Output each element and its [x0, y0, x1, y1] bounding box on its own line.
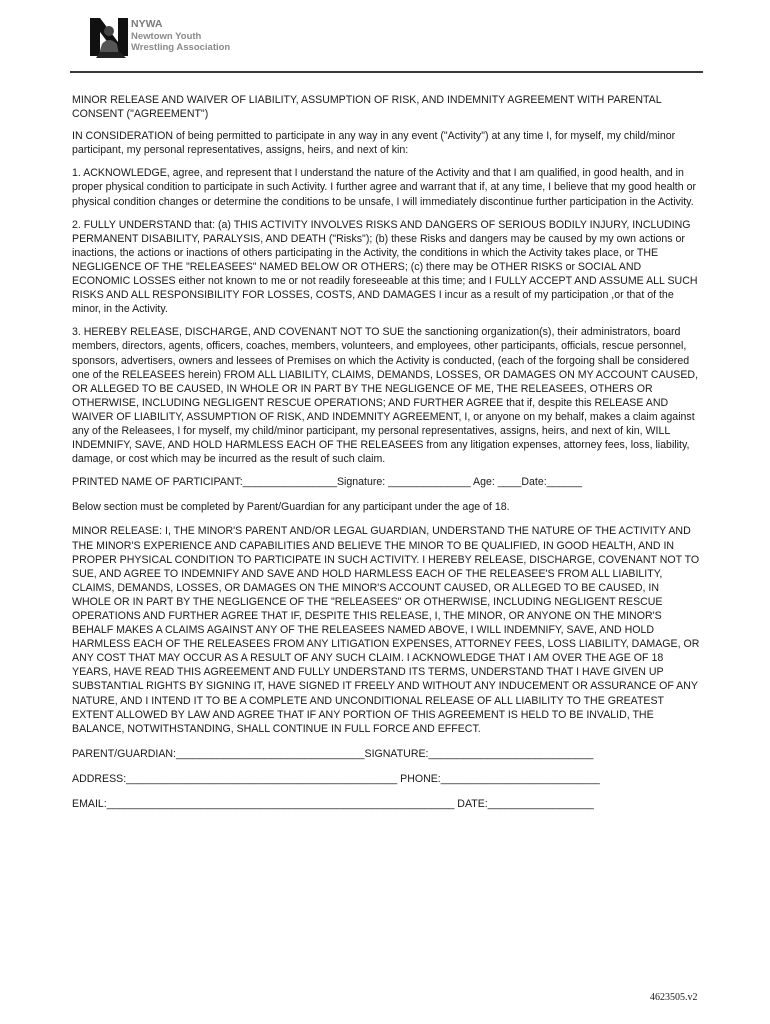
header-divider	[70, 71, 703, 73]
section-1-acknowledge: 1. ACKNOWLEDGE, agree, and represent that I understand the nature of the Activity and that I am qualified, in good health, and in proper physical condition to participate in such Activity. I further agree and warrant that if, at any time, I believe that my good health or physical condition changes or determine the conditions to be unsafe, I will immediately discontinue further participation in the Activity.	[72, 167, 696, 208]
participant-signature-line[interactable]: PRINTED NAME OF PARTICIPANT:________________Signature: ______________ Age: ____Date:______	[72, 476, 583, 489]
org-line-1: Newtown Youth	[131, 30, 202, 42]
wrestler-n-logo-icon	[88, 14, 134, 60]
address-phone-line[interactable]: ADDRESS:______________________________________________ PHONE:___________________________	[72, 772, 600, 785]
org-name	[131, 19, 230, 54]
consideration-paragraph: IN CONSIDERATION of being permitted to participate in any way in any event ("Activity") at any time I, for myself, my child/minor participant, my personal representatives, assigns, heirs, and next of kin:	[72, 130, 676, 157]
minor-release-paragraph: MINOR RELEASE: I, THE MINOR'S PARENT AND/OR LEGAL GUARDIAN, UNDERSTAND THE NATURE OF THE ACTIVITY AND THE MINOR'S EXPERIENCE AND CAPABILITIES AND BELIEVE THE MINOR TO BE QUALIFIED, IN GOOD HEALTH, AND IN PROPER PHYSICAL CONDITION TO PARTICIPATE IN SUCH ACTIVITY. I HEREBY RELEASE, DISCHARGE, COVENANT NOT TO SUE, AND AGREE TO INDEMNIFY AND SAVE AND HOLD HARMLESS EACH OF THE RELEASEE'S FROM ALL LIABILITY, CLAIMS, DEMANDS, LOSSES, OR DAMAGES ON THE MINOR'S ACCOUNT CAUSED, OR ALLEGED TO BE CAUSED, IN WHOLE OR IN PART BY THE NEGLIGENCE OF THE "RELEASEES" OR OTHERWISE, INCLUDING NEGLIGENT RESCUE OPERATIONS AND FURTHER AGREE THAT IF, DESPITE THIS RELEASE, I, THE MINOR, OR ANYONE ON THE MINOR'S BEHALF MAKES A CLAIMS AGAINST ANY OF THE RELEASEES NAMED ABOVE, I WILL INDEMNIFY, SAVE, AND HOLD HARMLESS EACH OF THE RELEASEES FROM ANY LITIGATION EXPENSES, ATTORNEY FEES, LOSS LIABILITY, DAMAGE, OR ANY COST THAT MAY OCCUR AS A RESULT OF ANY SUCH CLAIM. I ACKNOWLEDGE THAT I AM OVER THE AGE OF 18 YEARS, HAVE READ THIS AGREEMENT AND FULLY UNDERSTAND ITS TERMS, UNDERSTAND THAT I HAVE GIVEN UP SUBSTANTIAL RIGHTS BY SIGNING IT, HAVE SIGNED IT FREELY AND WITHOUT ANY INDUCEMENT OR ASSURANCE OF ANY NATURE, AND I INTEND IT TO BE A COMPLETE AND UNCONDITIONAL RELEASE OF ALL LIABILITY TO THE GREATEST EXTENT ALLOWED BY LAW AND AGREE THAT IF ANY PORTION OF THIS AGREEMENT IS HELD TO BE INVALID, THE BALANCE, NOTWITHSTANDING, SHALL CONTINUE IN FULL FORCE AND EFFECT.	[72, 525, 700, 735]
nywa-logo	[88, 14, 248, 64]
document-body	[72, 93, 700, 822]
document-title: MINOR RELEASE AND WAIVER OF LIABILITY, ASSUMPTION OF RISK, AND INDEMNITY AGREEMENT WITH PARENTAL CONSENT ("AGREEMENT")	[72, 94, 662, 121]
section-3-release: 3. HEREBY RELEASE, DISCHARGE, AND COVENANT NOT TO SUE the sanctioning organization(s), their administrators, board members, directors, agents, officers, coaches, members, volunteers, and employees, other participants, officials, rescue personnel, sponsors, advertisers, owners and lessees of Premises on which the Activity is conducted, (each of the forgoing shall be considered one of the RELEASEES herein) FROM ALL LIABILITY, CLAIMS, DEMANDS, LOSSES, OR DAMAGES ON MY ACCOUNT CAUSED, OR ALLEGED TO BE CAUSED, IN WHOLE OR IN PART BY THE NEGLIGENCE OF ME, THE RELEASEES, OTHERS OR OTHERWISE, INCLUDING NEGLIGENT RESCUE OPERATIONS; AND FURTHER AGREE that if, despite this RELEASE AND WAIVER OF LIABILITY, ASSUMPTION OF RISK, AND INDEMNITY AGREEMENT, I, or anyone on my behalf, makes a claim against any of the Releasees, I for myself, my child/minor participant, my personal representatives, assigns, heirs, and next of kin, WILL INDEMNIFY, SAVE, AND HOLD HARMLESS EACH OF THE RELEASEES from any litigation expenses, attorney fees, loss, liability, damage, or cost which may be incurred as the result of such claim.	[72, 326, 699, 466]
parent-guardian-signature-line[interactable]: PARENT/GUARDIAN:________________________________SIGNATURE:____________________________	[72, 747, 594, 760]
org-line-2: Wrestling Association	[131, 42, 231, 53]
form-version-code: 4623505.v2	[650, 992, 698, 1003]
parent-guardian-note: Below section must be completed by Parent/Guardian for any participant under the age of 18.	[72, 501, 510, 514]
org-abbr: NYWA	[131, 18, 163, 30]
section-2-understand: 2. FULLY UNDERSTAND that: (a) THIS ACTIVITY INVOLVES RISKS AND DANGERS OF SERIOUS BODILY INJURY, INCLUDING PERMANENT DISABILITY, PARALYSIS, AND DEATH ("Risks"); (b) these Risks and dangers may be caused by my own actions or inactions, the actions or inactions of others participating in the Activity, the conditions in which the Activity takes place, or THE NEGLIGENCE OF THE "RELEASEES" NAMED BELOW OR OTHERS; (c) there may be OTHER RISKS or SOCIAL AND ECONOMIC LOSSES either not known to me or not readily foreseeable at this time; and I FULLY ACCEPT AND ASSUME ALL SUCH RISKS AND ALL RESPONSIBILITY FOR LOSSES, COSTS, AND DAMAGES I incur as a result of my participation ,or that of the minor, in the Activity.	[72, 218, 698, 316]
email-date-line[interactable]: EMAIL:___________________________________________________________ DATE:__________________	[72, 798, 594, 811]
